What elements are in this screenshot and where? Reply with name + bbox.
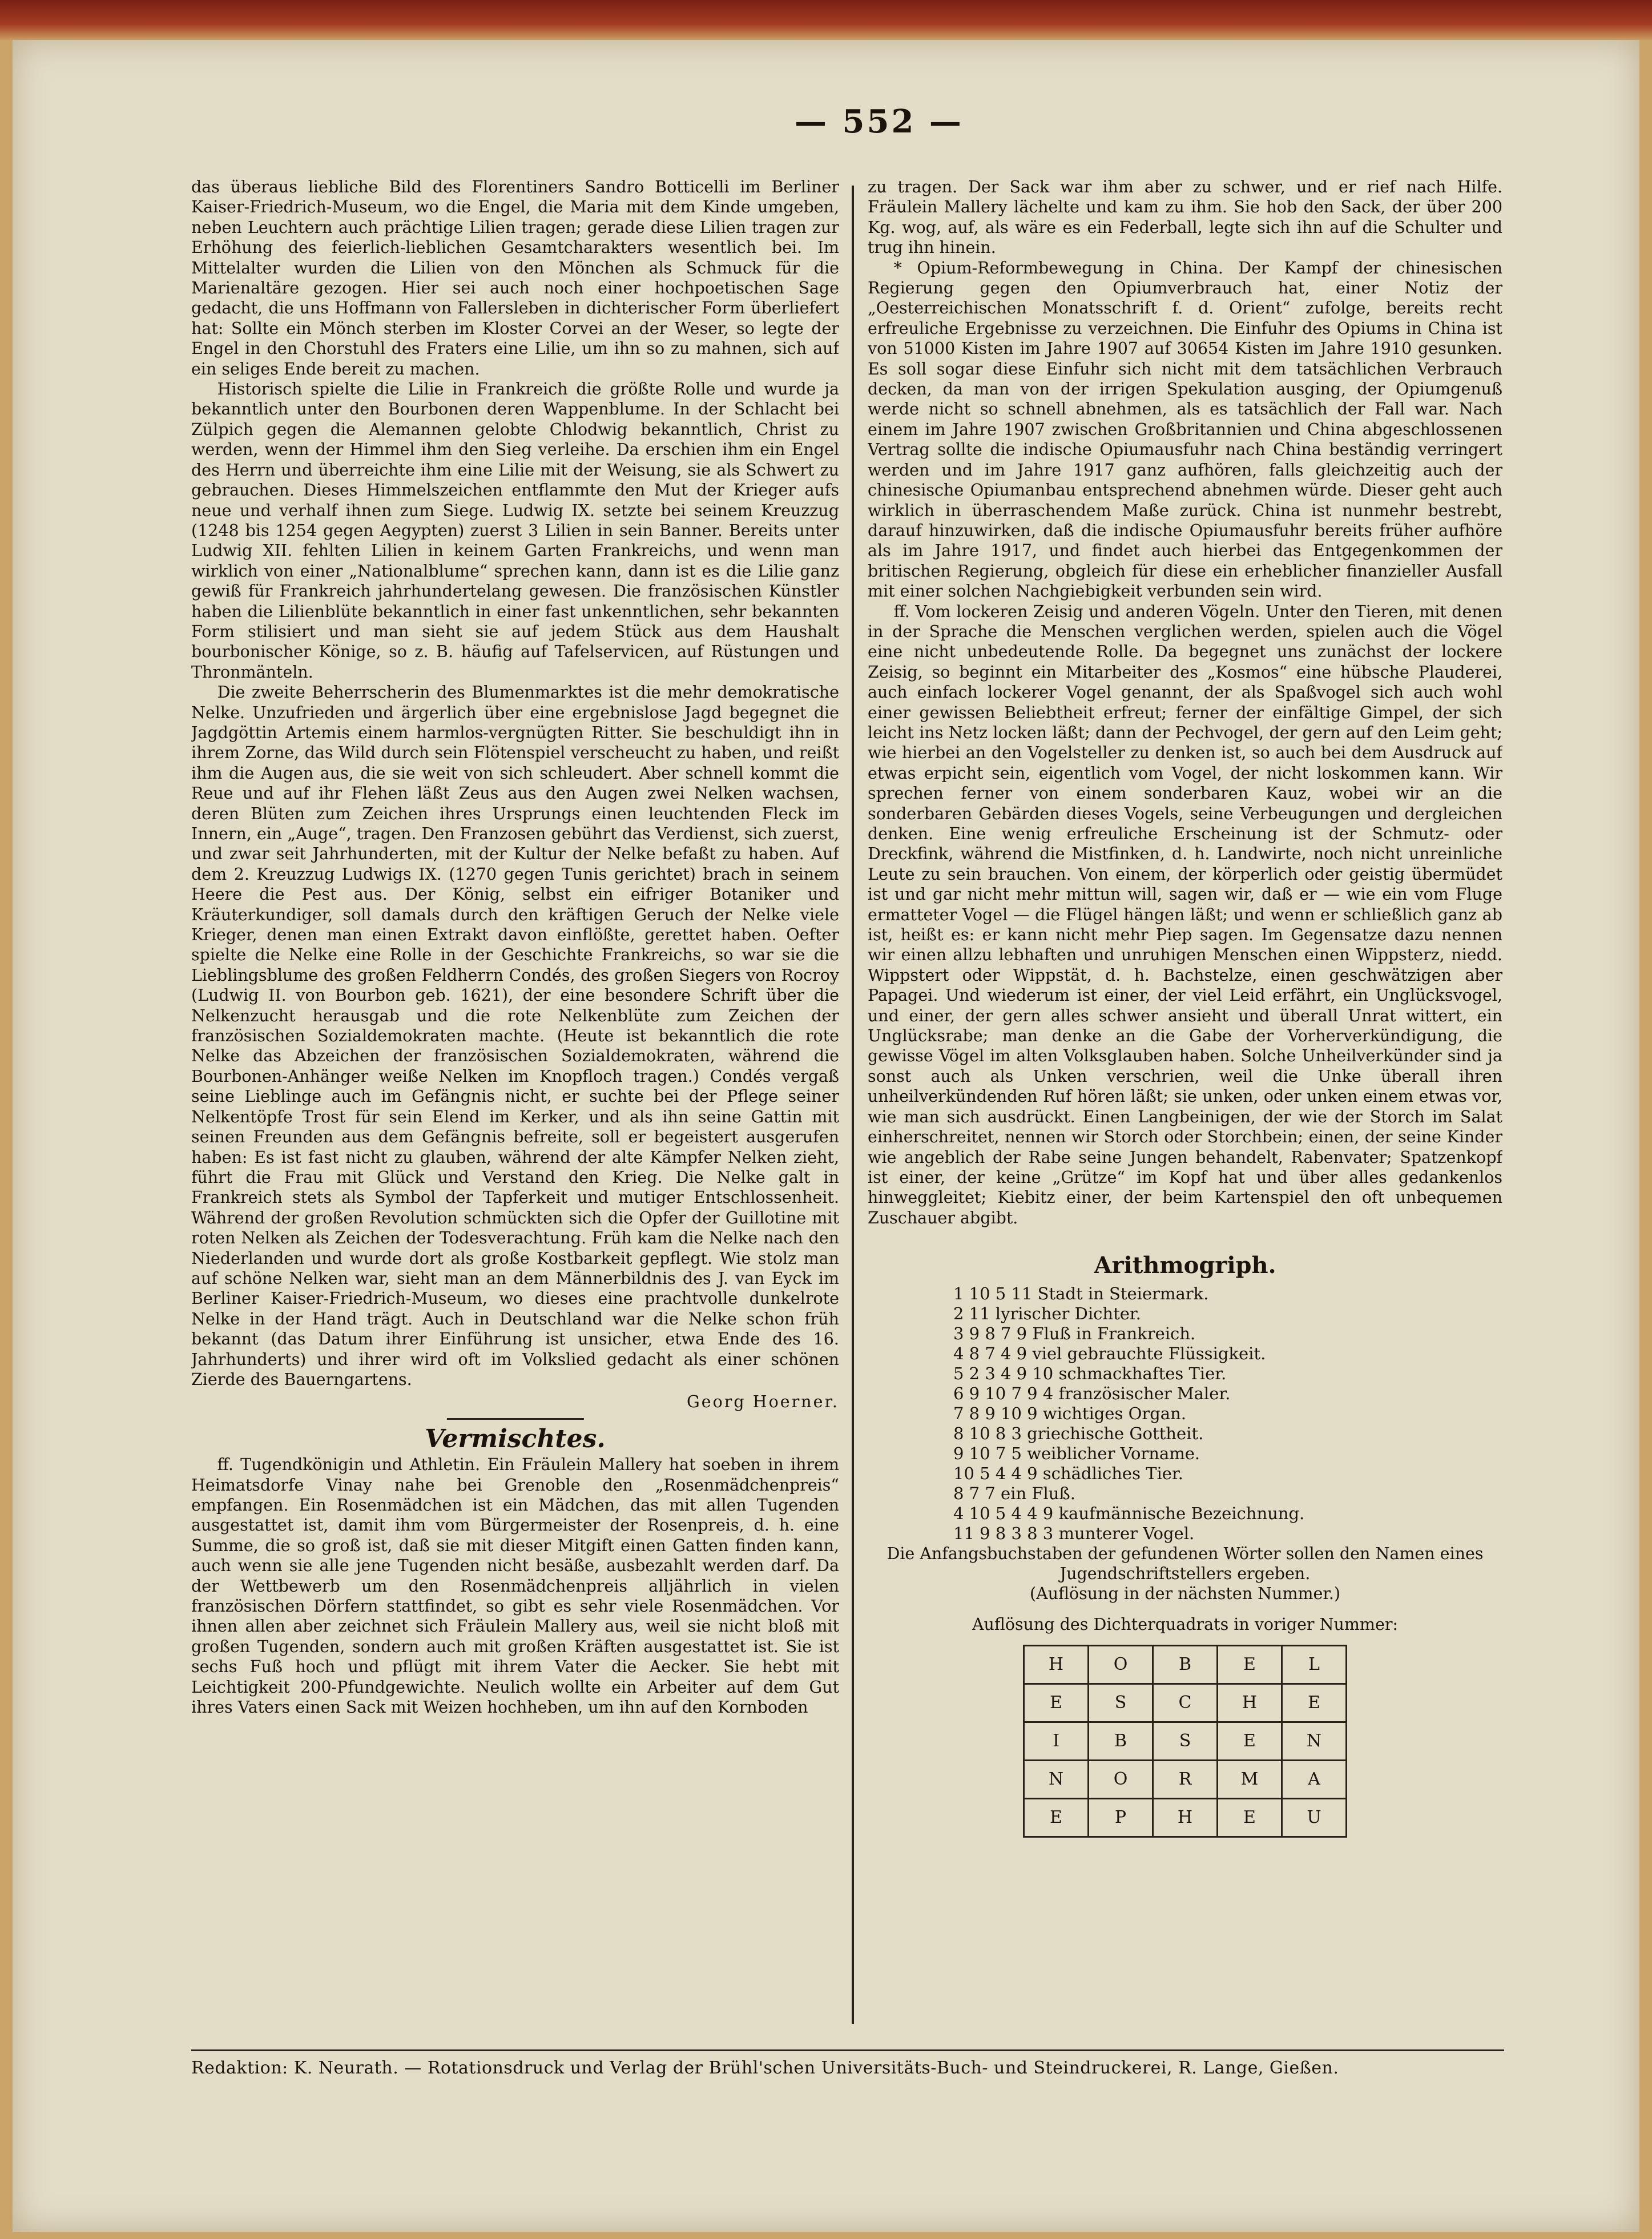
grid-cell: H [1218,1684,1282,1722]
grid-cell: O [1089,1761,1153,1799]
grid-cell: E [1024,1684,1089,1722]
grid-cell: M [1218,1761,1282,1799]
grid-cell: E [1024,1799,1089,1837]
grid-cell: H [1153,1799,1218,1837]
left-column [191,177,839,2049]
puzzle-lines [953,1284,1502,1544]
column-divider [852,186,854,2024]
grid-cell: O [1089,1646,1153,1684]
puzzle-line: 8 10 8 3 griechische Gottheit. [953,1423,1204,1443]
imprint-footer: Redaktion: K. Neurath. — Rotationsdruck und Verlag der Brühl'schen Universitäts-Buch- und Steindruckerei, R. Lange, Gießen. [191,2058,1339,2078]
article-paragraph: Die zweite Beherrscherin des Blumenmarktes ist die mehr demokratische Nelke. Unzufrieden und ärgerlich über eine ergebnislose Jagd begegnet die Jagdgöttin Artemis einem harmlos-vergnügten Ritter. Sie beschuldigt ihn in ihrem Zorne, das Wild durch sein Flötenspiel verscheucht zu haben, und reißt ihm die Augen aus, die sie weit von sich schleudert. Aber schnell kommt die Reue und auf ihr Flehen läßt Zeus aus den Augen zwei Nelken wachsen, deren Blüten zum Zeichen ihres Ursprungs einen leuchtenden Fleck im Innern, ein „Auge“, tragen. Den Franzosen gebührt das Verdienst, sich zuerst, und zwar seit Jahrhunderten, mit der Kultur der Nelke befaßt zu haben. Auf dem 2. Kreuzzug Ludwigs IX. (1270 gegen Tunis gerichtet) brach in seinem Heere die Pest aus. Der König, selbst ein eifriger Botaniker und Kräuterkundiger, soll damals durch den kräftigen Geruch der Nelke viele Krieger, denen man einen Extrakt davon einflößte, gerettet haben. Oefter spielte die Nelke eine Rolle in der Geschichte Frankreichs, so war sie die Lieblingsblume des großen Feldherrn Condés, des großen Siegers von Rocroy (Ludwig II. von Bourbon geb. 1621), der eine besondere Schrift über die Nelkenzucht herausgab und die rote Nelkenblüte zum Zeichen der französischen Sozialdemokraten machte. (Heute ist bekanntlich die rote Nelke das Abzeichen der französischen Sozialdemokraten, während die Bourbonen-Anhänger weiße Nelken im Knopfloch tragen.) Condés vergaß seine Lieblinge auch im Gefängnis nicht, er suchte bei der Pflege seiner Nelkentöpfe Trost für sein Elend im Kerker, und als ihn seine Gattin mit seinen Freunden aus dem Gefängnis befreite, soll er begeistert ausgerufen haben: Es ist fast nicht zu glauben, während der alte Kämpfer Nelken zieht, führt die Frau mit Glück und Verstand den Krieg. Die Nelke galt in Frankreich stets als Symbol der Tapferkeit und mutiger Entschlossenheit. Während der großen Revolution schmückten sich die Opfer der Guillotine mit roten Nelken als Zeichen der Todesverachtung. Früh kam die Nelke nach den Niederlanden und wurde dort als große Kostbarkeit gepflegt. Wie stolz man auf schöne Nelken war, sieht man an dem Männerbildnis des J. van Eyck im Berliner Kaiser-Friedrich-Museum, wo dieses eine prachtvolle dunkelrote Nelke in der Hand trägt. Auch in Deutschland war die Nelke schon früh bekannt (das Datum ihrer Einführung ist unsicher, etwa Ende des 16. Jahrhunderts) und ihrer wird oft im Volkslied gedacht als einer schönen Zierde des Bauerngartens. [191,683,839,1389]
grid-cell: N [1024,1761,1089,1799]
puzzle-line: 5 2 3 4 9 10 schmackhaftes Tier. [953,1363,1227,1383]
grid-row [1024,1761,1347,1799]
grid-cell: H [1024,1646,1089,1684]
solution-grid [1023,1645,1347,1838]
solution-heading: Auflösung des Dichterquadrats in voriger Nummer: [972,1614,1399,1634]
article-paragraph: Historisch spielte die Lilie in Frankreich die größte Rolle und wurde ja bekanntlich unter den Bourbonen deren Wappenblume. In der Schlacht bei Zülpich gegen die Alemannen gelobte Chlodwig bekanntlich, Christ zu werden, wenn der Himmel ihm den Sieg verleihe. Da erschien ihm ein Engel des Herrn und überreichte ihm eine Lilie mit der Weisung, sie als Schwert zu gebrauchen. Dieses Himmelszeichen entflammte den Mut der Krieger aufs neue und verhalf ihnen zum Siege. Ludwig IX. setzte bei seinem Kreuzzug (1248 bis 1254 gegen Aegypten) zuerst 3 Lilien in sein Banner. Bereits unter Ludwig XII. fehlten Lilien in keinem Garten Frankreichs, und wenn man wirklich von einer „Nationalblume“ sprechen kann, dann ist es die Lilie ganz gewiß für Frankreich jahrhundertelang gewesen. Die französischen Künstler haben die Lilienblüte bekanntlich in einer fast unkenntlichen, sehr bekannten Form stilisiert und man sieht sie auf jedem Stück aus dem Haushalt bourbonischer Könige, so z. B. häufig auf Tafelservicen, auf Rüstungen und Thronmänteln. [191,380,839,682]
grid-cell: E [1282,1684,1347,1722]
grid-cell: I [1024,1722,1089,1761]
puzzle-line: 10 5 4 4 9 schädliches Tier. [953,1463,1183,1483]
puzzle-line: 3 9 8 7 9 Fluß in Frankreich. [953,1323,1196,1343]
grid-row [1024,1646,1347,1684]
puzzle-solution-note: (Auflösung in der nächsten Nummer.) [1029,1584,1341,1604]
page-number: — 552 — [795,103,964,140]
grid-cell: E [1218,1799,1282,1837]
right-column [868,177,1502,2049]
grid-cell: P [1089,1799,1153,1837]
grid-cell: L [1282,1646,1347,1684]
footer-rule [191,2049,1504,2051]
puzzle-title: Arithmogriph. [1094,1252,1276,1279]
grid-cell: B [1153,1646,1218,1684]
grid-cell: S [1089,1684,1153,1722]
article-paragraph: * Opium-Reformbewegung in China. Der Kampf der chinesischen Regierung gegen den Opiumverbrauch hat, einer Notiz der „Oesterreichischen Monatsschrift f. d. Orient“ zufolge, bereits recht erfreuliche Ergebnisse zu verzeichnen. Die Einfuhr des Opiums in China ist von 51000 Kisten im Jahre 1907 auf 30654 Kisten im Jahre 1910 gesunken. Es soll sogar diese Einfuhr sich nicht mit dem tatsächlichen Verbrauch decken, da man von der irrigen Spekulation ausging, der Opiumgenuß werde nicht so schnell abnehmen, als es tatsächlich der Fall war. Nach einem im Jahre 1907 zwischen Großbritannien und China abgeschlossenen Vertrag sollte die indische Opiumausfuhr nach China beständig verringert werden und im Jahre 1917 ganz aufhören, falls gleichzeitig auch der chinesische Opiumanbau entsprechend abnehmen würde. Dieser geht auch wirklich in überraschendem Maße zurück. China ist nunmehr bestrebt, darauf hinzuwirken, daß die indische Opiumausfuhr bereits früher aufhöre als im Jahre 1917, und findet auch hierbei das Entgegenkommen der britischen Regierung, obgleich für diese ein erheblicher finanzieller Ausfall mit einer solchen Nachgiebigkeit verbunden sein wird. [868,258,1502,601]
grid-cell: A [1282,1761,1347,1799]
puzzle-instruction: Die Anfangsbuchstaben der gefundenen Wörter sollen den Namen eines Jugendschriftstellers ergeben. [887,1544,1484,1583]
puzzle-line: 11 9 8 3 8 3 munterer Vogel. [953,1523,1195,1543]
article-paragraph: zu tragen. Der Sack war ihm aber zu schwer, und er rief nach Hilfe. Fräulein Mallery lächelte und kam zu ihm. Sie hob den Sack, der über 200 Kg. wog, auf, als wäre es ein Federball, legte sich ihn auf die Schulter und trug ihn hinein. [868,178,1502,257]
puzzle-line: 4 10 5 4 4 9 kaufmännische Bezeichnung. [953,1503,1305,1523]
grid-cell: B [1089,1722,1153,1761]
puzzle-line: 7 8 9 10 9 wichtiges Organ. [953,1403,1186,1423]
puzzle-line: 6 9 10 7 9 4 französischer Maler. [953,1383,1231,1403]
grid-cell: C [1153,1684,1218,1722]
grid-row [1024,1722,1347,1761]
author-signature: Georg Hoerner. [687,1392,839,1412]
puzzle-line: 8 7 7 ein Fluß. [953,1483,1076,1503]
section-title: Vermischtes. [425,1424,606,1453]
puzzle-line: 1 10 5 11 Stadt in Steiermark. [953,1283,1209,1303]
grid-cell: N [1282,1722,1347,1761]
grid-cell: U [1282,1799,1347,1837]
puzzle-line: 4 8 7 4 9 viel gebrauchte Flüssigkeit. [953,1343,1266,1363]
grid-cell: E [1218,1722,1282,1761]
puzzle-line: 2 11 lyrischer Dichter. [953,1303,1141,1323]
article-paragraph: ff. Vom lockeren Zeisig und anderen Vögeln. Unter den Tieren, mit denen in der Sprache die Menschen verglichen werden, spielen auch die Vögel eine nicht unbedeutende Rolle. Da begegnet uns zunächst der lockere Zeisig, so beginnt ein Mitarbeiter des „Kosmos“ eine hübsche Plauderei, auch einfach lockerer Vogel genannt, der als Spaßvogel sich auch wohl einer gewissen Beliebtheit erfreut; ferner der einfältige Gimpel, der sich leicht ins Netz locken läßt; dann der Pechvogel, der gern auf den Leim geht; wie hierbei an den Vogelsteller zu denken ist, so auch bei dem Ausdruck auf etwas erpicht sein, eigentlich vom Vogel, der nicht loskommen kann. Wir sprechen ferner von einem sonderbaren Kauz, wobei wir an die sonderbaren Gebärden dieses Vogels, seine Verbeugungen und dergleichen denken. Eine wenig erfreuliche Erscheinung ist der Schmutz- oder Dreckfink, während die Mistfinken, d. h. Landwirte, noch nicht unreinliche Leute zu sein brauchen. Von einem, der körperlich oder geistig übermüdet ist und gar nicht mehr mittun will, sagen wir, daß er — wie ein vom Fluge ermatteter Vogel — die Flügel hängen läßt; und wenn er schließlich ganz ab ist, heißt es: er kann nicht mehr Piep sagen. Im Gegensatze dazu nennen wir einen allzu lebhaften und unruhigen Menschen einen Wippsterz, niedd. Wippstert oder Wippstät, d. h. Bachstelze, einen geschwätzigen aber Papagei. Und wiederum ist einer, der viel Leid erfährt, ein Unglücksvogel, und einer, der gern alles schwer ansieht und überall Unrat wittert, ein Unglücksrabe; man denke an die Gabe der Vorherverkündigung, die gewisse Vögel im alten Volksglauben haben. Solche Unheilverkünder sind ja sonst auch als Unken verschrien, weil die Unke überall ihren unheilverkündenden Ruf hören läßt; sie unken, oder unken einem etwas vor, wie man sich ausdrückt. Einen Langbeinigen, der wie der Storch im Salat einherschreitet, nennen wir Storch oder Storchbein; einen, der seine Kinder wie angeblich der Rabe seine Jungen behandelt, Rabenvater; Spatzenkopf ist einer, der keine „Grütze“ im Kopf hat und über alles gedankenlos hinweggleitet; Kiebitz einer, der beim Kartenspiel den oft unbequemen Zuschauer abgibt. [868,602,1502,1227]
page-top-edge [0,0,1652,40]
puzzle-line: 9 10 7 5 weiblicher Vorname. [953,1443,1200,1463]
grid-cell: S [1153,1722,1218,1761]
grid-cell: E [1218,1646,1282,1684]
section-divider [447,1418,584,1420]
article-paragraph: ff. Tugendkönigin und Athletin. Ein Fräulein Mallery hat soeben in ihrem Heimatsdorfe Vinay nahe bei Grenoble den „Rosenmädchenpreis“ empfangen. Ein Rosenmädchen ist ein Mädchen, das mit allen Tugenden ausgestattet ist, damit ihm vom Bürgermeister der Rosenpreis, d. h. eine Summe, die so groß ist, daß sie mit dieser Mitgift einen Gatten finden kann, auch wenn sie alle jene Tugenden nicht besäße, ausbezahlt werden darf. Da der Wettbewerb um den Rosenmädchenpreis alljährlich in vielen französischen Dörfern stattfindet, so gibt es sehr viele Rosenmädchen. Vor ihnen allen aber zeichnet sich Fräulein Mallery aus, weil sie nicht bloß mit großen Tugenden, sondern auch mit großen Kräften ausgestattet ist. Sie ist sechs Fuß hoch und pflügt mit ihrem Vater die Aecker. Sie hebt mit Leichtigkeit 200-Pfundgewichte. Neulich wollte ein Arbeiter auf dem Gut ihres Vaters einen Sack mit Weizen hochheben, um ihn auf den Kornboden [191,1455,839,1717]
grid-row [1024,1799,1347,1837]
article-paragraph: das überaus liebliche Bild des Florentiners Sandro Botticelli im Berliner Kaiser-Friedrich-Museum, wo die Engel, die Maria mit dem Kinde umgeben, neben Leuchtern auch prächtige Lilien tragen; gerade diese Lilien tragen zur Erhöhung des feierlich-lieblichen Gesamtcharakters wesentlich bei. Im Mittelalter wurden die Lilien von den Mönchen als Schmuck für die Marienaltäre gezogen. Hier sei auch noch einer hochpoetischen Sage gedacht, die uns Hoffmann von Fallersleben in dichterischer Form überliefert hat: Sollte ein Mönch sterben im Kloster Corvei an der Weser, so legte der Engel in den Chorstuhl des Fraters eine Lilie, um ihn so zu mahnen, sich auf ein seliges Ende bereit zu machen. [191,178,839,378]
grid-cell: R [1153,1761,1218,1799]
grid-row [1024,1684,1347,1722]
